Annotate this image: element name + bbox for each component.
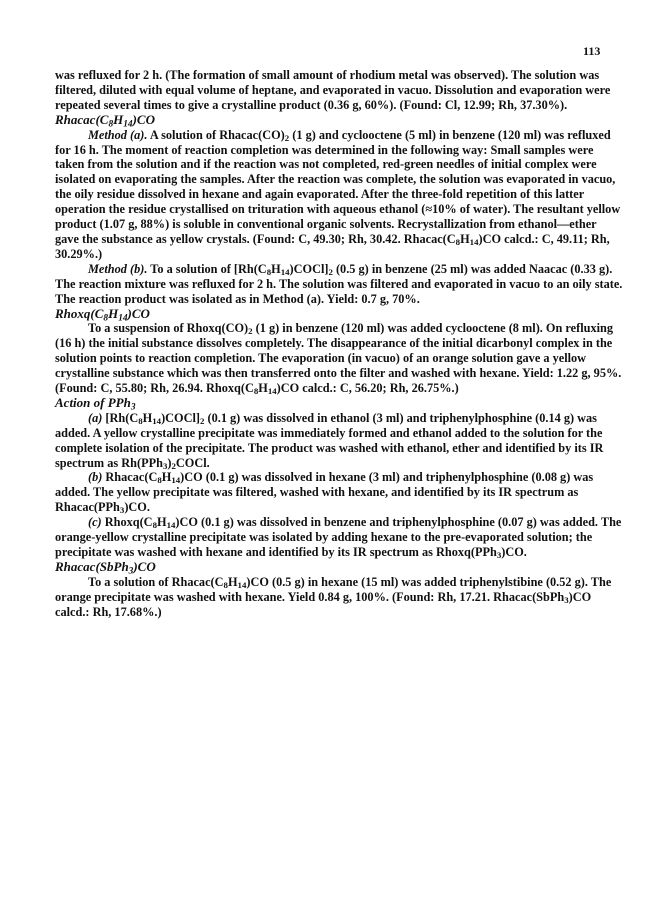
section-action-of-pph3 — [55, 396, 623, 560]
section-rhoxq-cyclooctene — [55, 307, 623, 396]
method-b-paragraph: Method (b). To a solution of $[Rh(C_8H_{14})COCl]_2$ (0.5 g) in benzene (25 ml) was added Naacac (0.33 g). The reaction mixture was refluxed for 2 h. The solution was filtered and evaporated in vacuo to an oily state. The reaction product was isolated as in Method (a). Yield: 0.7 g, 70%. — [55, 261, 623, 306]
section-heading: Rhacac(SbPh$_3$)CO — [55, 558, 156, 577]
procedure-paragraph: To a suspension of $Rhoxq(CO)_2$ (1 g) in benzene (120 ml) was added cyclooctene (8 ml). On refluxing (16 h) the initial substance dissolves completely. The disappearance of the initial dicarbonyl complex in the solution points to reaction completion. The evaporation (in vacuo) of an orange solution gave a yellow crystalline substance which was then transferred onto the filter and washed with hexane. Yield: 1.22 g, 95%. (Found: C, 55.80; Rh, 26.94. $Rhoxq(C_8H_{14})CO$ calcd.: C, 56.20; Rh, 26.75%.) — [55, 321, 622, 397]
item-label: (b) — [88, 470, 103, 485]
intro-paragraph: was refluxed for 2 h. (The formation of small amount of rhodium metal was observed). The solution was filtered, diluted with equal volume of heptane, and evaporated in vacuo. Dissolution and evaporation were repeated several times to give a crystalline product (0.36 g, 60%). (Found: Cl, 12.99; Rh, 37.30%). — [55, 68, 611, 112]
section-heading: $Rhoxq(C_8H_{14})CO$ — [55, 305, 150, 323]
procedure-b-paragraph: (b) $Rhacac(C_8H_{14})CO$ (0.1 g) was dissolved in hexane (3 ml) and triphenylphosphine (0.08 g) was added. The yellow precipitate was filtered, washed with hexane, and identified by its IR spectrum as Rhacac(PPh$_3$)CO. — [55, 470, 594, 516]
procedure-c-paragraph: (c) $Rhoxq(C_8H_{14})CO$ (0.1 g) was dissolved in benzene and triphenylphosphine (0.07 g) was added. The orange-yellow crystalline precipitate was isolated by adding hexane to the pre-evaporated solution; the precipitate was washed with hexane and identified by its IR spectrum as Rhoxq(PPh$_3$)CO. — [55, 515, 622, 561]
item-label: (c) — [88, 515, 102, 530]
procedure-paragraph: To a solution of $Rhacac(C_8H_{14})CO$ (0.5 g) in hexane (15 ml) was added triphenylstibine (0.52 g). The orange precipitate was washed with hexane. Yield 0.84 g, 100%. (Found: Rh, 17.21. Rhacac(SbPh$_3$)CO calcd.: Rh, 17.68%.) — [55, 574, 612, 619]
method-label: Method (a). — [88, 127, 148, 142]
section-heading: Action of PPh$_3$ — [55, 394, 136, 413]
article-body — [55, 68, 623, 620]
page-number: 113 — [583, 44, 601, 58]
section-rhacac-cyclooctene — [55, 113, 623, 307]
section-heading: $Rhacac(C_8H_{14})CO$ — [55, 111, 155, 130]
section-rhacac-sbph3 — [55, 560, 623, 620]
procedure-a-paragraph: (a) $[Rh(C_8H_{14})COCl]_2$ (0.1 g) was dissolved in ethanol (3 ml) and triphenylphosphine (0.14 g) was added. A yellow crystalline precipitate was immediately formed and ethanol added to the solution for the complete isolation of the precipitate. The product was washed with ethanol, ether and identified by its IR spectrum as $Rh(PPh_3)_2COCl$. — [55, 410, 604, 471]
method-label: Method (b). — [88, 261, 148, 276]
method-a-paragraph: Method (a). A solution of $Rhacac(CO)_2$ (1 g) and cyclooctene (5 ml) in benzene (120 ml) was refluxed for 16 h. The moment of reaction completion was determined in the following way: Small samples were taken from the solution and if the reaction was not completed, red-green needles of initial complex were isolated on evaporating the samples. After the reaction was complete, the solution was evaporated in vacuo, the oily residue dissolved in hexane and again evaporated. After the three-fold repetition of this latter operation the residue crystallised on trituration with aqueous ethanol (≈10% of water). The resultant yellow product (1.07 g, 88%) is soluble in conventional organic solvents. Recrystallization from ethanol—ether gave the substance as yellow crystals. (Found: C, 49.30; Rh, 30.42. $Rhacac(C_8H_{14})CO$ calcd.: C, 49.11; Rh, 30.29%.) — [55, 127, 621, 261]
item-label: (a) — [88, 410, 103, 425]
